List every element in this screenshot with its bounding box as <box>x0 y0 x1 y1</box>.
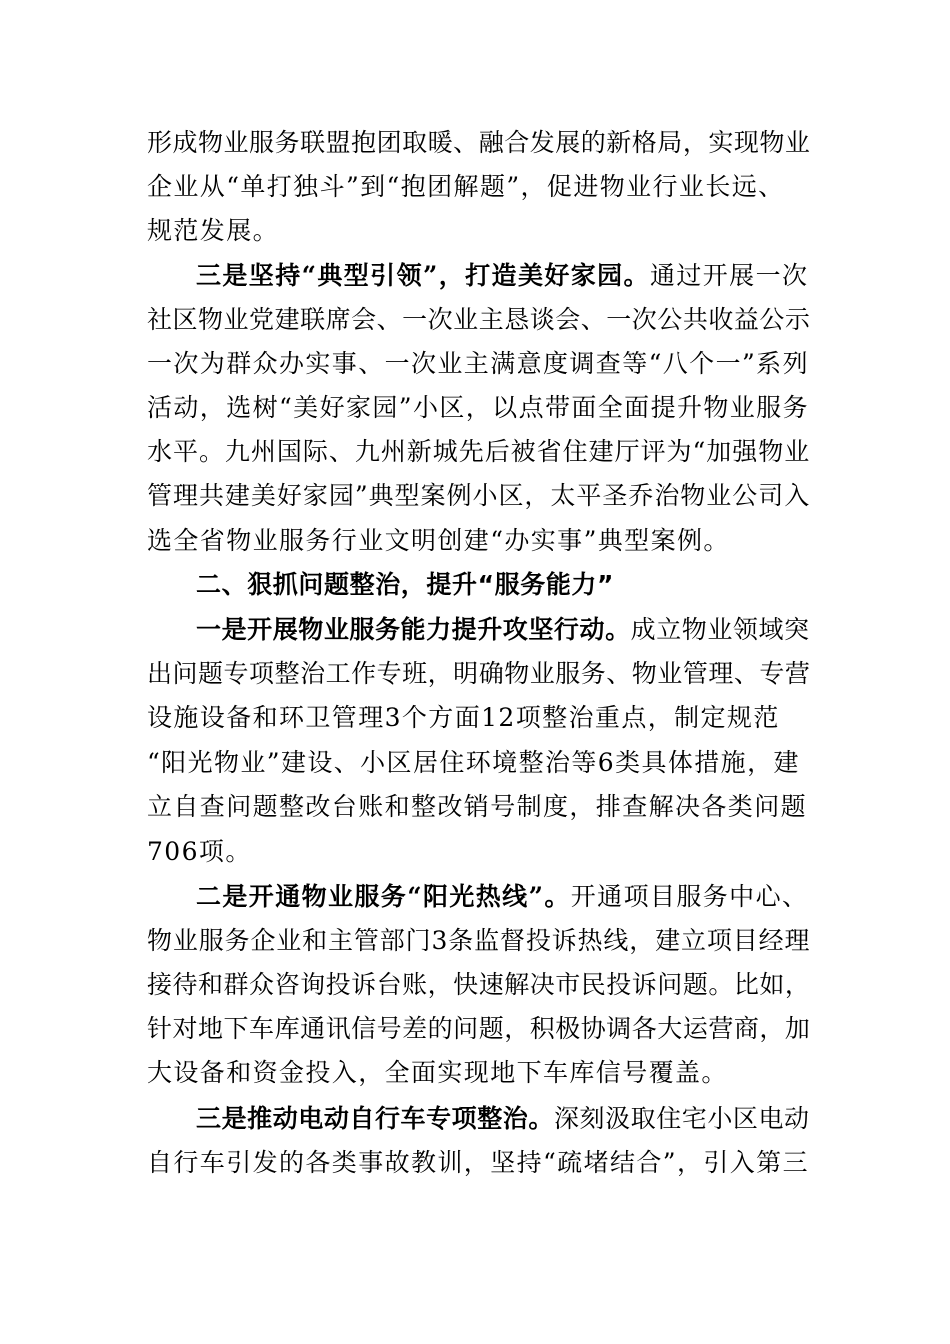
line-text: 自行车引发的各类事故教训，坚持“疏堵结合”，引入第三 <box>147 1148 809 1177</box>
paragraph-3b-first-line <box>196 1104 810 1134</box>
line-text: 706项。 <box>147 837 252 866</box>
section-heading <box>196 570 614 600</box>
paragraph-lead: 一是开展物业服务能力提升攻坚行动。 <box>196 615 631 644</box>
line-text: 出问题专项整治工作专班，明确物业服务、物业管理、专营 <box>147 659 811 688</box>
line-text: 形成物业服务联盟抱团取暖、融合发展的新格局，实现物业 <box>147 128 811 157</box>
body-line-2 <box>147 172 785 202</box>
line-text: 立自查问题整改台账和整改销号制度，排查解决各类问题 <box>147 792 808 821</box>
line-text: 接待和群众咨询投诉台账，快速解决市民投诉问题。比如， <box>147 970 811 999</box>
paragraph-lead: 三是坚持“典型引领”，打造美好家园。 <box>196 261 650 290</box>
body-line-9 <box>147 481 810 511</box>
body-line-5 <box>147 305 810 335</box>
body-line-17 <box>147 837 252 867</box>
body-line-15 <box>147 748 800 778</box>
line-text: 成立物业领域突 <box>630 615 810 644</box>
body-line-3 <box>147 216 279 246</box>
line-text: 选全省物业服务行业文明创建“办实事”典型案例。 <box>147 526 730 555</box>
body-line-22 <box>147 1058 728 1088</box>
paragraph-lead: 三是推动电动自行车专项整治。 <box>196 1104 554 1133</box>
line-text: 深刻汲取住宅小区电动 <box>553 1104 810 1133</box>
line-text: 物业服务企业和主管部门3条监督投诉热线，建立项目经理 <box>147 926 811 955</box>
body-line-10 <box>147 526 730 556</box>
body-line-21 <box>147 1014 810 1044</box>
line-text: 针对地下车库通讯信号差的问题，积极协调各大运营商，加 <box>147 1014 811 1043</box>
body-line-19 <box>147 926 810 956</box>
line-text: 通过开展一次 <box>649 261 809 290</box>
paragraph-1-first-line <box>196 615 810 645</box>
line-text: “阳光物业”建设、小区居住环境整治等6类具体措施，建 <box>147 748 800 777</box>
line-text: 设施设备和环卫管理3个方面12项整治重点，制定规范 <box>147 703 780 732</box>
line-text: 一次为群众办实事、一次业主满意度调查等“八个一”系列 <box>147 349 809 378</box>
body-line-8 <box>147 437 810 467</box>
line-text: 管理共建美好家园”典型案例小区，太平圣乔治物业公司入 <box>147 481 811 510</box>
body-line-16 <box>147 792 807 822</box>
body-line-7 <box>147 393 809 423</box>
line-text: 规范发展。 <box>147 216 280 245</box>
line-text: 社区物业党建联席会、一次业主恳谈会、一次公共收益公示 <box>147 305 811 334</box>
body-line-20 <box>147 970 810 1000</box>
line-text: 开通项目服务中心、 <box>570 882 809 911</box>
body-line-13 <box>147 659 810 689</box>
body-line-6 <box>147 349 809 379</box>
body-line-1 <box>147 128 810 158</box>
body-line-14 <box>147 703 780 733</box>
line-text: 企业从“单打独斗”到“抱团解题”，促进物业行业长远、 <box>147 172 785 201</box>
line-text: 大设备和资金投入，全面实现地下车库信号覆盖。 <box>147 1058 728 1087</box>
heading-text: 二、狠抓问题整治，提升“服务能力” <box>196 570 615 599</box>
paragraph-lead: 二是开通物业服务“阳光热线”。 <box>196 882 571 911</box>
body-line-24 <box>147 1148 809 1178</box>
line-text: 活动，选树“美好家园”小区，以点带面全面提升物业服务 <box>147 393 809 422</box>
paragraph-3-first-line <box>196 261 808 291</box>
line-text: 水平。九州国际、九州新城先后被省住建厅评为“加强物业 <box>147 437 811 466</box>
paragraph-2-first-line <box>196 882 808 912</box>
